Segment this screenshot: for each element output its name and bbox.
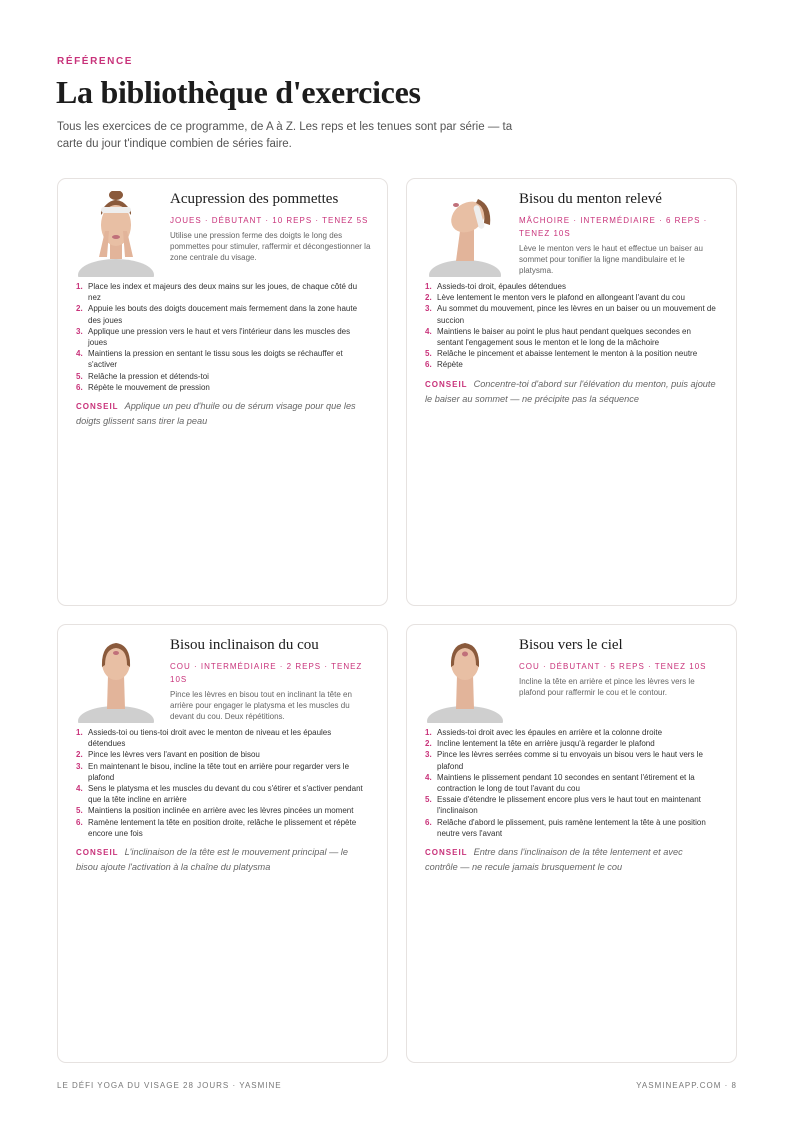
exercise-illustration xyxy=(77,191,155,277)
eyebrow-label: RÉFÉRENCE xyxy=(57,56,134,67)
exercise-description: Lève le menton vers le haut et effectue un baiser au sommet pour tonifier la ligne mandibulaire et le platysma. xyxy=(519,244,703,276)
step-item xyxy=(76,783,367,805)
step-text: En maintenant le bisou, incline la tête tout en arrière pour regarder vers le plafond xyxy=(88,761,350,782)
exercise-steps xyxy=(425,727,716,875)
step-number: 6. xyxy=(425,360,432,370)
step-item xyxy=(76,761,367,783)
step-number: 3. xyxy=(76,326,83,336)
step-item xyxy=(425,794,716,816)
exercise-steps xyxy=(425,281,716,407)
step-number: 6. xyxy=(425,817,432,827)
exercise-title: Acupression des pommettes xyxy=(170,191,339,207)
step-number: 2. xyxy=(76,750,83,760)
step-text: Applique une pression vers le haut et vers l'intérieur dans les muscles des joues xyxy=(88,326,351,348)
exercise-title: Bisou vers le ciel xyxy=(519,637,623,653)
exercise-description: Pince les lèvres en bisou tout en inclinant la tête en arrière pour engager le platysma et les muscles du devant du cou. Deux répétitions. xyxy=(170,690,352,722)
step-number: 3. xyxy=(425,304,432,314)
step-number: 2. xyxy=(425,739,432,749)
step-item xyxy=(425,303,716,325)
step-text: Répète xyxy=(437,360,463,370)
exercise-description: Incline la tête en arrière et pince les lèvres vers le plafond pour raffermir le cou et le contour. xyxy=(519,677,695,698)
step-text: Maintiens la position inclinée en arrière avec les lèvres pincées un moment xyxy=(88,806,354,816)
step-text: Ramène lentement la tête en position droite, relâche le plissement et répète encore une fois xyxy=(88,817,357,838)
step-item xyxy=(76,805,367,816)
step-text: Maintiens la pression en sentant le tissu sous les doigts se réchauffer et s'activer xyxy=(88,349,343,370)
tip-label: CONSEIL xyxy=(425,379,468,389)
step-text: Assieds-toi ou tiens-toi droit avec le menton de niveau et les épaules détendues xyxy=(88,728,332,749)
footer-left: LE DÉFI YOGA DU VISAGE 28 JOURS · YASMINE xyxy=(57,1081,282,1090)
exercise-meta: MÂCHOIRE · INTERMÉDIAIRE · 6 REPS · TENEZ 10S xyxy=(519,216,708,238)
step-text: Pince les lèvres serrées comme si tu envoyais un bisou vers le haut vers le plafond xyxy=(437,750,703,771)
exercise-card-neck-tilt-kiss xyxy=(57,624,388,1063)
exercise-tip xyxy=(76,399,367,429)
step-item xyxy=(425,359,716,370)
step-text: Assieds-toi droit avec les épaules en arrière et la colonne droite xyxy=(437,728,663,737)
step-number: 3. xyxy=(425,750,432,760)
exercise-meta: COU · DÉBUTANT · 5 REPS · TENEZ 10S xyxy=(519,662,707,671)
step-text: Lève lentement le menton vers le plafond en allongeant l'avant du cou xyxy=(437,293,685,303)
page-title: La bibliothèque d'exercices xyxy=(56,74,421,110)
exercise-tip xyxy=(425,845,716,875)
step-number: 1. xyxy=(76,282,83,291)
exercise-meta: JOUES · DÉBUTANT · 10 REPS · TENEZ 5S xyxy=(170,216,369,225)
step-number: 2. xyxy=(76,304,83,314)
step-number: 5. xyxy=(76,806,83,816)
step-item xyxy=(425,817,716,839)
step-item xyxy=(425,281,716,292)
step-item xyxy=(425,348,716,359)
exercise-tip xyxy=(425,377,716,407)
exercise-title: Bisou du menton relevé xyxy=(519,191,662,207)
step-number: 2. xyxy=(425,293,432,303)
step-item xyxy=(425,738,716,749)
step-number: 5. xyxy=(425,795,432,805)
step-text: Répète le mouvement de pression xyxy=(88,382,210,392)
step-item xyxy=(425,772,716,794)
step-text: Pince les lèvres vers l'avant en position de bisou xyxy=(88,750,260,760)
step-item xyxy=(425,749,716,771)
exercise-illustration xyxy=(77,637,155,723)
step-item xyxy=(76,326,367,348)
step-number: 5. xyxy=(76,371,83,381)
tip-text: Applique un peu d'huile ou de sérum visage pour que les doigts glissent sans tirer la peau xyxy=(76,401,356,427)
step-item xyxy=(425,326,716,348)
exercise-illustration xyxy=(426,637,504,723)
step-number: 3. xyxy=(76,761,83,771)
step-text: Relâche la pression et détends-toi xyxy=(88,371,209,381)
step-text: Maintiens le baiser au point le plus haut pendant quelques secondes en sentant l'engagement sous le menton et le long de la mâchoire xyxy=(437,326,691,348)
step-text: Essaie d'étendre le plissement encore plus vers le haut tout en maintenant l'inclinaison xyxy=(437,795,701,816)
intro-text: Tous les exercices de ce programme, de A à Z. Les reps et les tenues sont par série — ta carte du jour t'indique combien de séries faire. xyxy=(57,121,513,150)
exercise-card-kiss-to-sky xyxy=(406,624,737,1063)
exercise-meta: COU · INTERMÉDIAIRE · 2 REPS · TENEZ 10S xyxy=(170,662,363,684)
step-number: 6. xyxy=(76,817,83,827)
step-number: 4. xyxy=(425,772,432,782)
step-item xyxy=(76,281,367,303)
footer-right: YASMINEAPP.COM · 8 xyxy=(636,1081,737,1090)
tip-text: Concentre-toi d'abord sur l'élévation du menton, puis ajoute le baiser au sommet — ne précipite pas la séquence xyxy=(425,378,716,404)
step-number: 5. xyxy=(425,349,432,359)
step-number: 1. xyxy=(425,728,432,737)
step-text: Place les index et majeurs des deux mains sur les joues, de chaque côté du nez xyxy=(88,282,358,303)
step-item xyxy=(76,348,367,370)
step-item xyxy=(425,292,716,303)
tip-label: CONSEIL xyxy=(76,402,119,412)
exercise-illustration xyxy=(426,191,504,277)
step-text: Relâche d'abord le plissement, puis ramène lentement la tête à une position neutre vers l'avant xyxy=(437,817,706,838)
step-number: 1. xyxy=(76,728,83,737)
tip-text: Entre dans l'inclinaison de la tête lentement et avec contrôle — ne recule jamais brusquement le cou xyxy=(425,847,683,873)
step-number: 6. xyxy=(76,382,83,392)
step-number: 1. xyxy=(425,282,432,291)
step-item xyxy=(76,371,367,382)
step-number: 4. xyxy=(76,784,83,794)
tip-text: L'inclinaison de la tête est le mouvement principal — le bisou ajoute l'activation à la chaîne du platysma xyxy=(76,847,348,873)
step-text: Assieds-toi droit, épaules détendues xyxy=(437,282,566,291)
step-text: Appuie les bouts des doigts doucement mais fermement dans la zone haute des joues xyxy=(88,304,358,325)
step-text: Maintiens le plissement pendant 10 secondes en sentant l'étirement et la contraction le long de tout l'avant du cou xyxy=(437,772,695,794)
step-number: 4. xyxy=(425,326,432,336)
exercise-steps xyxy=(76,281,367,429)
exercise-description: Utilise une pression ferme des doigts le long des pommettes pour stimuler, raffermir et décongestionner la zone centrale du visage. xyxy=(170,231,371,263)
step-text: Sens le platysma et les muscles du devant du cou s'étirer et s'activer pendant que la tête incline en arrière xyxy=(88,784,363,805)
step-item xyxy=(76,303,367,325)
exercise-card-acupression xyxy=(57,178,388,606)
step-text: Au sommet du mouvement, pince les lèvres en un baiser ou un mouvement de succion xyxy=(437,304,716,325)
step-number: 4. xyxy=(76,349,83,359)
tip-label: CONSEIL xyxy=(425,848,468,858)
step-item xyxy=(76,382,367,393)
exercise-steps xyxy=(76,727,367,875)
step-item xyxy=(425,727,716,738)
step-item xyxy=(76,817,367,839)
tip-label: CONSEIL xyxy=(76,848,119,858)
step-text: Relâche le pincement et abaisse lentement le menton à la position neutre xyxy=(437,349,698,359)
exercise-tip xyxy=(76,845,367,875)
exercise-card-chin-kiss xyxy=(406,178,737,606)
exercise-title: Bisou inclinaison du cou xyxy=(170,637,319,653)
step-item xyxy=(76,749,367,760)
step-item xyxy=(76,727,367,749)
step-text: Incline lentement la tête en arrière jusqu'à regarder le plafond xyxy=(437,739,655,749)
